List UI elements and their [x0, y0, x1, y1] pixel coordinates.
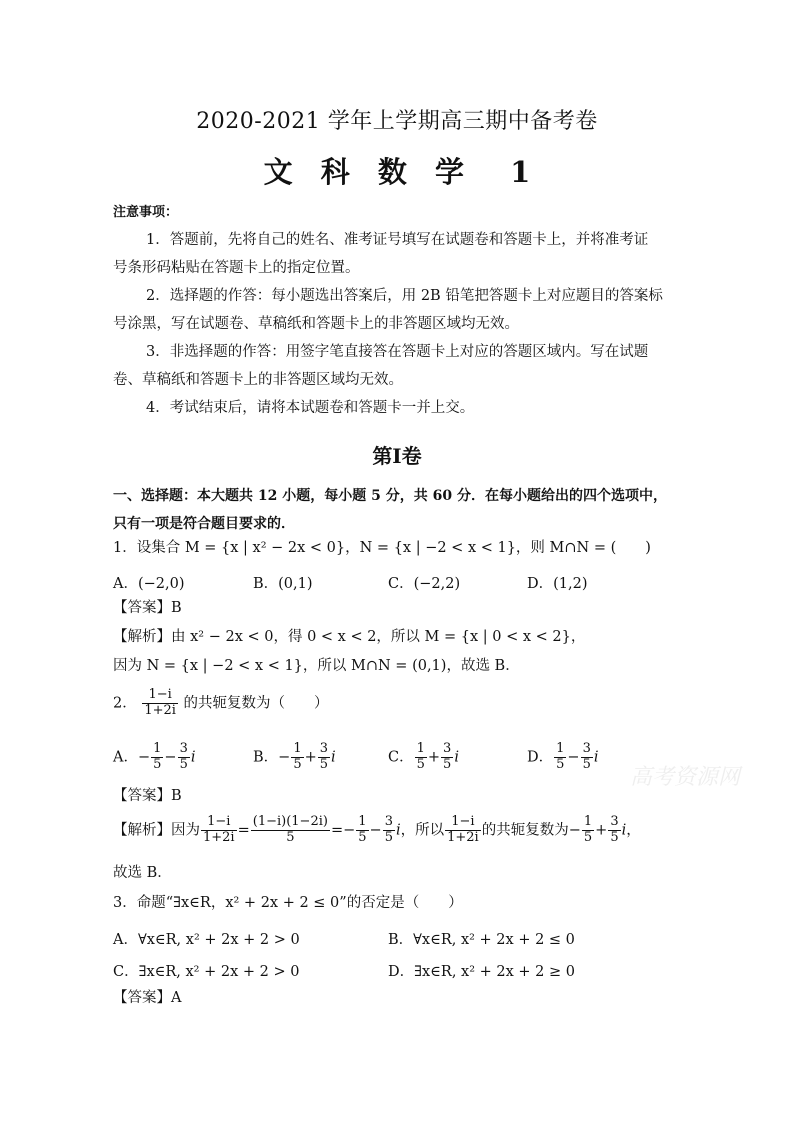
question-3-option-b: B．∀x∈R, x² + 2x + 2 ≤ 0	[388, 932, 575, 948]
subject-number: 1	[510, 155, 531, 189]
subject-char: 科	[320, 155, 350, 189]
notice-item: 1．答题前，先将自己的姓名、准考证号填写在试题卷和答题卡上，并将准考证	[146, 232, 649, 248]
notice-item: 卷、草稿纸和答题卡上的非答题区域均无效。	[113, 372, 403, 388]
question-2-option-d: D． $\frac{1}{5}$ − $\frac{3}{5}$ i	[527, 741, 599, 772]
question-3-answer: 【答案】A	[113, 990, 182, 1006]
notice-heading: 注意事项：	[113, 205, 179, 220]
notice-item: 号涂黑，写在试题卷、草稿纸和答题卡上的非答题区域均无效。	[113, 316, 519, 332]
question-1-option-c: C．(−2,2)	[388, 576, 461, 592]
question-number: 2．	[113, 695, 137, 712]
notice-item: 2．选择题的作答：每小题选出答案后，用 2B 铅笔把答题卡上对应题目的答案标	[146, 288, 663, 304]
question-1-analysis: 因为 N = {x | −2 < x < 1}，所以 M∩N = (0,1)，故选 B．	[113, 658, 520, 674]
question-2-option-c: C． $\frac{1}{5}$ + $\frac{3}{5}$ i	[388, 741, 459, 772]
question-1-stem: 1．设集合 M = {x | x² − 2x < 0}，N = {x | −2 < x < 1}，则 M∩N = ( )	[113, 540, 651, 556]
fraction: $\frac{1-i}{1+2i}$	[144, 687, 176, 718]
section-intro: 一、选择题：本大题共 12 小题，每小题 5 分，共 60 分．在每小题给出的四个选项中，	[113, 488, 667, 504]
question-2-option-a: A．− $\frac{1}{5}$ − $\frac{3}{5}$ i	[113, 741, 196, 772]
question-1-answer: 【答案】B	[113, 600, 182, 616]
section-title: 第Ⅰ卷	[372, 444, 422, 468]
subject-char: 学	[435, 155, 465, 189]
notice-item: 3．非选择题的作答：用签字笔直接答在答题卡上对应的答题区域内。写在试题	[146, 344, 649, 360]
notice-item: 号条形码粘贴在答题卡上的指定位置。	[113, 260, 360, 276]
question-1-option-a: A．(−2,0)	[113, 576, 185, 592]
subject-title	[0, 150, 794, 191]
question-3-stem: 3．命题“∃x∈R，x² + 2x + 2 ≤ 0”的否定是（ ）	[113, 895, 463, 911]
question-2-answer: 【答案】B	[113, 788, 182, 804]
subject-char: 文	[263, 155, 293, 189]
watermark: 高考资源网	[630, 765, 741, 790]
subject-char: 数	[377, 155, 407, 189]
question-2-analysis: 【解析】因为 $\frac{1-i}{1+2i}$ = $\frac{(1-i)(1-2i)}{5}$ =− $\frac{1}{5}$ − $\frac{3}{5}$ i，所以 $\frac{1-i}{1+2i}$ 的共轭复数为− $\frac{1}{5}$ + $\frac{3}{5}$ i，	[113, 814, 641, 845]
notice-item: 4．考试结束后，请将本试题卷和答题卡一并上交。	[146, 400, 475, 416]
question-1-option-b: B．(0,1)	[253, 576, 313, 592]
question-2-option-b: B．− $\frac{1}{5}$ + $\frac{3}{5}$ i	[253, 741, 336, 772]
stem-text: 的共轭复数为（ ）	[183, 695, 329, 712]
question-1-analysis: 【解析】由 x² − 2x < 0，得 0 < x < 2，所以 M = {x | 0 < x < 2}，	[113, 629, 586, 645]
question-3-option-a: A．∀x∈R, x² + 2x + 2 > 0	[113, 932, 300, 948]
section-intro: 只有一项是符合题目要求的．	[113, 516, 295, 532]
question-3-option-c: C．∃x∈R, x² + 2x + 2 > 0	[113, 964, 300, 980]
question-2-stem	[113, 688, 329, 719]
question-2-analysis: 故选 B．	[113, 865, 172, 881]
question-1-option-d: D．(1,2)	[527, 576, 588, 592]
exam-title: 2020-2021 学年上学期高三期中备考卷	[196, 109, 598, 134]
question-3-option-d: D．∃x∈R, x² + 2x + 2 ≥ 0	[388, 964, 575, 980]
